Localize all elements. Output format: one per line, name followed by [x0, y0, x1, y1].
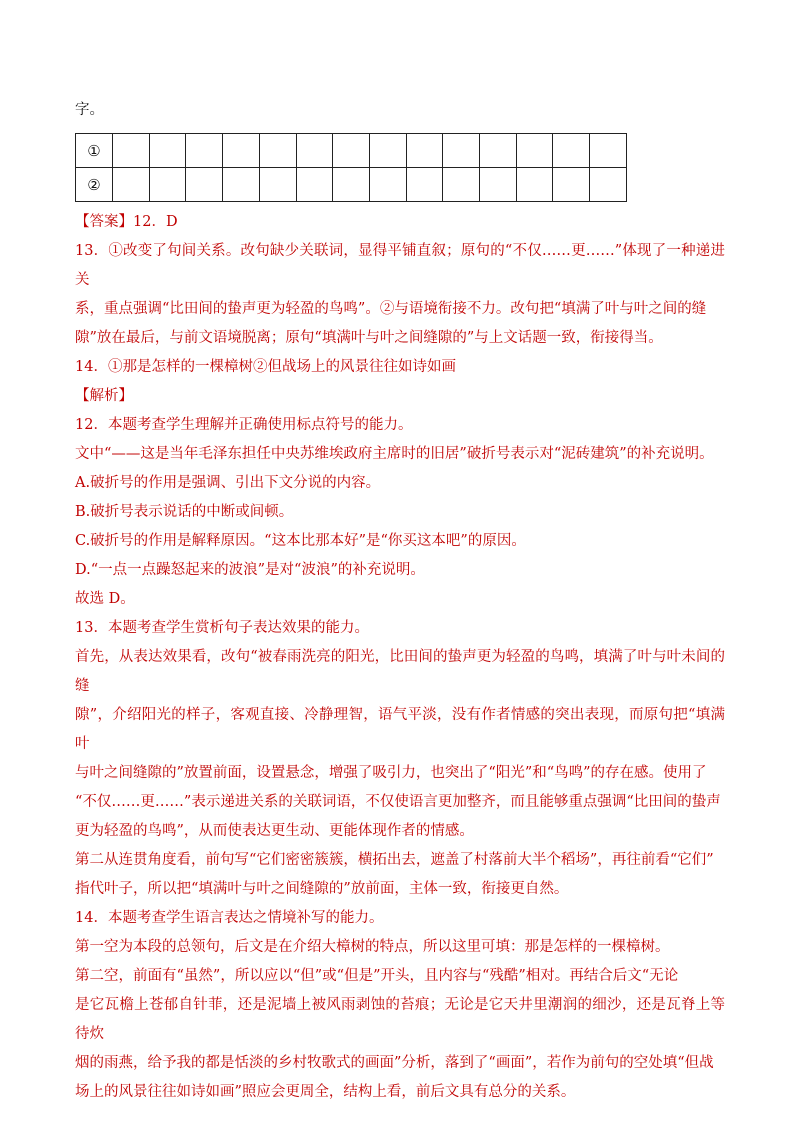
grid-cell[interactable]: [590, 134, 627, 168]
grid-cell[interactable]: [553, 168, 590, 202]
analysis-line: 故选 D。: [75, 591, 135, 607]
grid-cell[interactable]: [259, 168, 296, 202]
analysis-line: 14．本题考查学生语言表达之情境补写的能力。: [75, 910, 384, 926]
answer-line: 隙”放在最后，与前文语境脱离；原句“填满叶与叶之间缝隙的”与上文话题一致，衔接得当。: [75, 330, 663, 346]
grid-cell[interactable]: [443, 168, 480, 202]
analysis-line: 指代叶子，所以把“填满叶与叶之间缝隙的”放前面，主体一致，衔接更自然。: [75, 881, 569, 897]
answer-line: 系，重点强调“比田间的蛰声更为轻盈的鸟鸣”。②与语境衔接不力。改句把“填满了叶与叶之间的缝: [75, 301, 707, 317]
grid-cell[interactable]: [333, 134, 370, 168]
analysis-line: 是它瓦檐上苍郁自针菲，还是泥墙上被风雨剥蚀的苔痕；无论是它天井里潮润的细沙，还是瓦脊上等待炊: [75, 997, 725, 1042]
grid-row-1: [76, 134, 627, 168]
analysis-line: 首先，从表达效果看，改句“被春雨洗亮的阳光，比田间的蛰声更为轻盈的鸟鸣，填满了叶与叶未间的缝: [75, 649, 725, 694]
grid-cell[interactable]: [369, 168, 406, 202]
answer-line: 14．①那是怎样的一棵樟树②但战场上的风景往往如诗如画: [75, 359, 456, 375]
grid-row-2: [76, 168, 627, 202]
analysis-line: “不仅……更……”表示递进关系的关联词语，不仅使语言更加整齐，而且能够重点强调“比田间的蛰声: [75, 794, 721, 810]
answer-section: [75, 208, 725, 382]
grid-cell[interactable]: [333, 168, 370, 202]
analysis-line: 更为轻盈的鸟鸣”，从而使表达更生动、更能体现作者的情感。: [75, 823, 474, 839]
analysis-line: D.“一点一点躁怒起来的波浪”是对“波浪”的补充说明。: [75, 562, 425, 578]
grid-cell[interactable]: [406, 168, 443, 202]
grid-cell[interactable]: [296, 134, 333, 168]
document-page: [75, 96, 725, 1107]
grid-cell[interactable]: [553, 134, 590, 168]
analysis-line: 第二从连贯角度看，前句写“它们密密簇簇，横拓出去，遮盖了村落前大半个稻场”，再往前看“它们”: [75, 852, 714, 868]
grid-cell[interactable]: [186, 168, 223, 202]
analysis-line: 第一空为本段的总领句，后文是在介绍大樟树的特点，所以这里可填：那是怎样的一棵樟树。: [75, 939, 670, 955]
grid-cell[interactable]: [480, 168, 517, 202]
grid-cell[interactable]: [590, 168, 627, 202]
grid-row-label: ②: [76, 168, 113, 202]
grid-row-label: ①: [76, 134, 113, 168]
analysis-line: 隙”，介绍阳光的样子，客观直接、冷静理智，语气平淡，没有作者情感的突出表现，而原句把“填满叶: [75, 707, 725, 752]
analysis-line: 文中“——这是当年毛泽东担任中央苏维埃政府主席时的旧居”破折号表示对“泥砖建筑”的补充说明。: [75, 446, 714, 462]
grid-cell[interactable]: [113, 134, 150, 168]
lead-text: 字。: [75, 102, 104, 118]
analysis-line: 场上的风景往往如诗如画”照应会更周全，结构上看，前后文具有总分的关系。: [75, 1084, 576, 1100]
answer-grid: [75, 133, 627, 202]
grid-cell[interactable]: [223, 134, 260, 168]
grid-cell[interactable]: [296, 168, 333, 202]
answer-line: 13．①改变了句间关系。改句缺少关联词，显得平铺直叙；原句的“不仅……更……”体现了一种递进关: [75, 243, 725, 288]
grid-cell[interactable]: [186, 134, 223, 168]
grid-cell[interactable]: [516, 134, 553, 168]
analysis-section: [75, 382, 725, 1107]
analysis-line: C.破折号的作用是解释原因。“这本比那本好”是“你买这本吧”的原因。: [75, 533, 526, 549]
analysis-line: A.破折号的作用是强调、引出下文分说的内容。: [75, 475, 381, 491]
grid-cell[interactable]: [149, 168, 186, 202]
grid-cell[interactable]: [113, 168, 150, 202]
grid-cell[interactable]: [516, 168, 553, 202]
grid-cell[interactable]: [369, 134, 406, 168]
answer-line: 【答案】12．D: [75, 214, 178, 230]
grid-cell[interactable]: [259, 134, 296, 168]
grid-cell[interactable]: [406, 134, 443, 168]
analysis-line: 13．本题考查学生赏析句子表达效果的能力。: [75, 620, 369, 636]
analysis-line: B.破折号表示说话的中断或间顿。: [75, 504, 294, 520]
grid-cell[interactable]: [149, 134, 186, 168]
analysis-heading: 【解析】: [75, 388, 133, 404]
analysis-line: 第二空，前面有“虽然”，所以应以“但”或“但是”开头，且内容与“残酷”相对。再结合后文“无论: [75, 968, 679, 984]
grid-cell[interactable]: [223, 168, 260, 202]
grid-cell[interactable]: [443, 134, 480, 168]
grid-cell[interactable]: [480, 134, 517, 168]
analysis-line: 12．本题考查学生理解并正确使用标点符号的能力。: [75, 417, 413, 433]
analysis-line: 烟的雨燕，给予我的都是恬淡的乡村牧歌式的画面”分析，落到了“画面”，若作为前句的空处填“但战: [75, 1055, 714, 1071]
analysis-line: 与叶之间缝隙的”放置前面，设置悬念，增强了吸引力，也突出了“阳光”和“鸟鸣”的存在感。使用了: [75, 765, 707, 781]
